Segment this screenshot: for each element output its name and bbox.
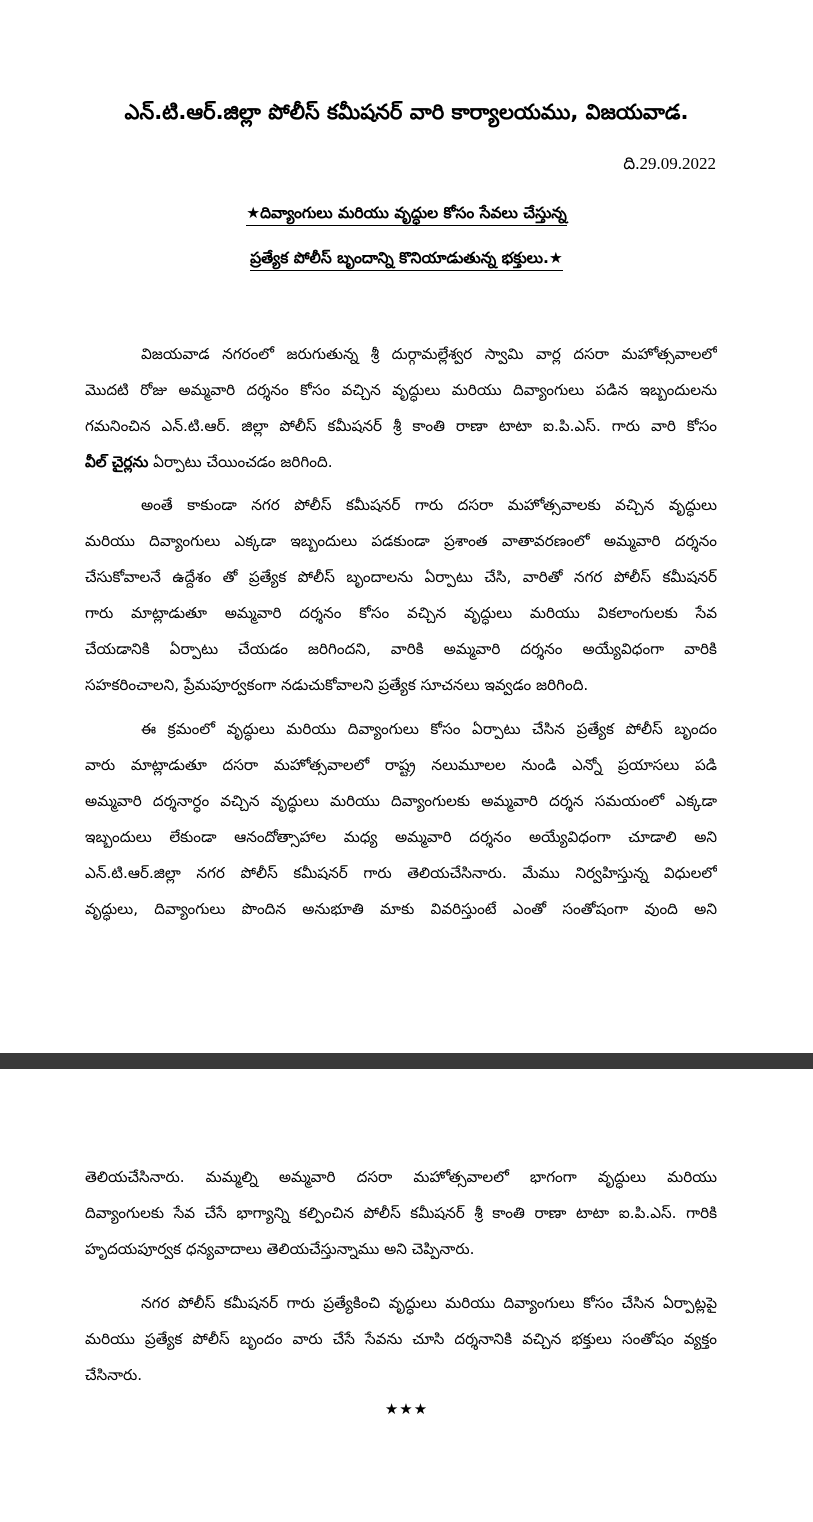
paragraph-line: ఎన్.టి.ఆర్.జిల్లా నగర పోలీస్ కమీషనర్ గారు తెలియచేసినారు. మేము నిర్వహిస్తున్న విధులలో: [85, 864, 717, 882]
paragraph-line: దివ్యాంగులకు సేవ చేసే భాగ్యాన్ని కల్పించిన పోలీస్ కమీషనర్ శ్రీ కాంతి రాణా టాటా ఐ.పి.ఎస్. గారికి: [85, 1204, 717, 1222]
paragraph-line: ఈ క్రమంలో వృద్ధులు మరియు దివ్యాంగులు కోసం ఏర్పాటు చేసిన ప్రత్యేక పోలీస్ బృందం: [141, 720, 717, 738]
end-stars: ★★★: [384, 1400, 429, 1418]
paragraph-line: చేసినారు.: [85, 1366, 143, 1384]
wheel-chairs-text: వీల్ చైర్లను: [85, 453, 149, 471]
paragraph-4: [85, 1159, 717, 1267]
paragraph-line: మరియు దివ్యాంగులు ఎక్కడా ఇబ్బందులు పడకుండా ప్రశాంత వాతావరణంలో అమ్మవారి దర్శనం: [85, 532, 717, 550]
paragraph-line: నగర పోలీస్ కమీషనర్ గారు ప్రత్యేకించి వృద్ధులు మరియు దివ్యాంగులు కోసం చేసిన ఏర్పాట్లపై: [141, 1294, 717, 1312]
paragraph-line: గమనించిన ఎన్.టి.ఆర్. జిల్లా పోలీస్ కమీషనర్ శ్రీ కాంతి రాణా టాటా ఐ.పి.ఎస్. గారు వారి కోసం: [85, 417, 717, 435]
paragraph-line: ఇబ్బందులు లేకుండా ఆనందోత్సాహాల మధ్య అమ్మవారి దర్శనం అయ్యేవిధంగా చూడాలి అని: [85, 828, 717, 846]
paragraph-line: వారు మాట్లాడుతూ దసరా మహోత్సవాలలో రాష్ట్ర నలుమూలల నుండి ఎన్నో ప్రయాసలు పడి: [85, 756, 717, 774]
paragraph-line: మొదటి రోజు అమ్మవారి దర్శనం కోసం వచ్చిన వృద్ధులు మరియు దివ్యాంగులు పడిన ఇబ్బందులను: [85, 381, 717, 399]
paragraph-3: [85, 711, 717, 927]
page-separator: [0, 1053, 813, 1069]
paragraph-5: [85, 1285, 717, 1393]
subheading-line-2: ప్రత్యేక పోలీస్ బృందాన్ని కొనియాడుతున్న భక్తులు.★: [0, 244, 813, 272]
subheading-line-1: ★దివ్యాంగులు మరియు వృద్ధుల కోసం సేవలు చేస్తున్న: [0, 199, 813, 227]
office-title: ఎన్.టి.ఆర్.జిల్లా పోలీస్ కమీషనర్ వారి కార్యాలయము, విజయవాడ.: [124, 100, 689, 124]
paragraph-line: వీల్ చైర్లను ఏర్పాటు చేయించడం జరిగింది.: [85, 453, 333, 471]
paragraph-line: మరియు ప్రత్యేక పోలీస్ బృందం వారు చేసే సేవను చూసి దర్శనానికి వచ్చిన భక్తులు సంతోషం వ్యక్తం: [85, 1330, 717, 1348]
paragraph-line: సహకరించాలని, ప్రేమపూర్వకంగా నడుచుకోవాలని ప్రత్యేక సూచనలు ఇవ్వడం జరిగింది.: [85, 676, 589, 694]
paragraph-line: అమ్మవారి దర్శనార్ధం వచ్చిన వృద్ధులు మరియు దివ్యాంగులకు అమ్మవారి దర్శన సమయంలో ఎక్కడా: [85, 792, 717, 810]
paragraph-1: [85, 336, 717, 480]
paragraph-line: వృద్ధులు, దివ్యాంగులు పొందిన అనుభూతి మాకు వివరిస్తుంటే ఎంతో సంతోషంగా వుంది అని: [85, 900, 717, 918]
paragraph-line: చేసుకోవాలనే ఉద్దేశం తో ప్రత్యేక పోలీస్ బృందాలను ఏర్పాటు చేసి, వారితో నగర పోలీస్ కమీషనర్: [85, 568, 717, 586]
paragraph-2: [85, 487, 717, 703]
paragraph-line: గారు మాట్లాడుతూ అమ్మవారి దర్శనం కోసం వచ్చిన వృద్ధులు మరియు వికలాంగులకు సేవ: [85, 604, 717, 622]
paragraph-line: తెలియచేసినారు. మమ్మల్ని అమ్మవారి దసరా మహోత్సవాలలో భాగంగా వృద్ధులు మరియు: [85, 1168, 717, 1186]
press-release-date: ది.29.09.2022: [623, 154, 716, 173]
paragraph-line: అంతే కాకుండా నగర పోలీస్ కమీషనర్ గారు దసరా మహోత్సవాలకు వచ్చిన వృద్ధులు: [141, 496, 717, 514]
paragraph-line: చేయడానికి ఏర్పాటు చేయడం జరిగిందని, వారికి అమ్మవారి దర్శనం అయ్యేవిధంగా వారికి: [85, 640, 717, 658]
paragraph-line: హృదయపూర్వక ధన్యవాదాలు తెలియచేస్తున్నాము అని చెప్పినారు.: [85, 1240, 475, 1258]
paragraph-line: విజయవాడ నగరంలో జరుగుతున్న శ్రీ దుర్గామల్లేశ్వర స్వామి వార్ల దసరా మహోత్సవాలలో: [141, 345, 717, 363]
